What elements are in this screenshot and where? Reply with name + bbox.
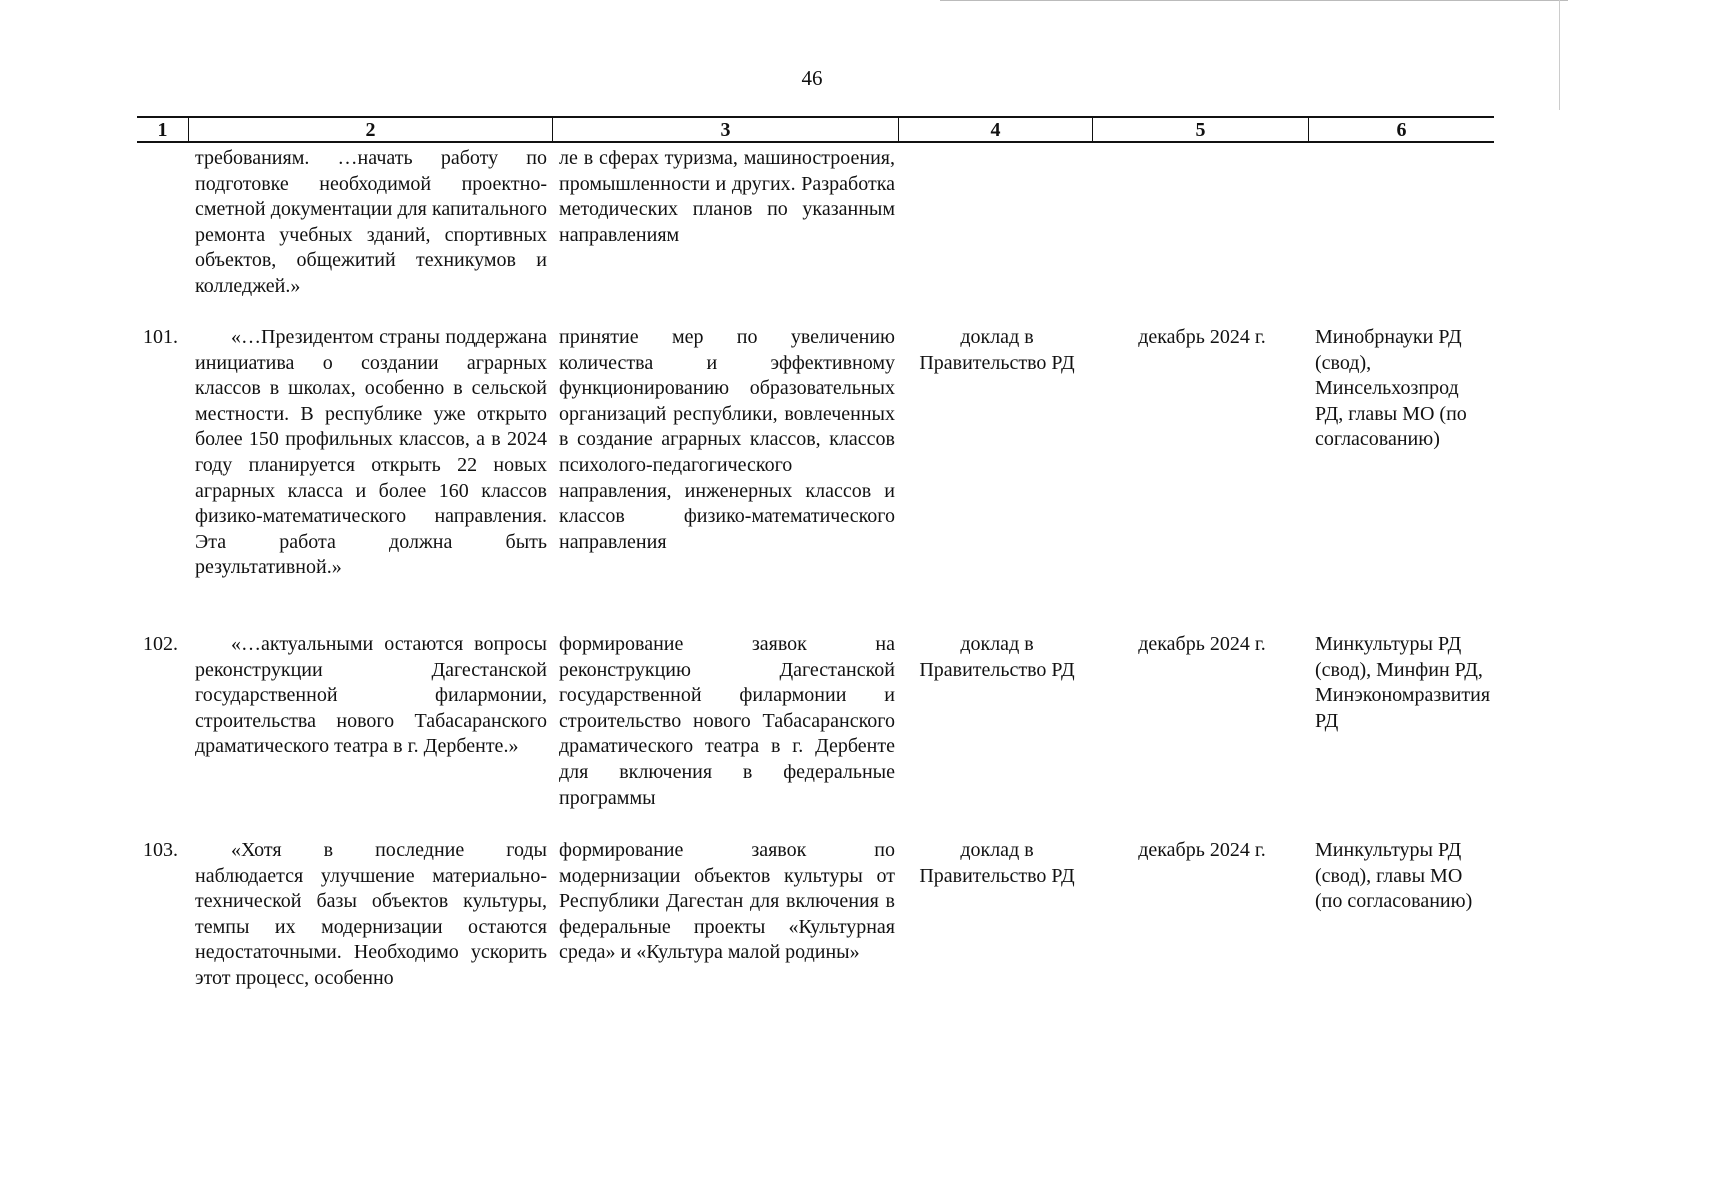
completion-form: доклад в Правительство РД bbox=[919, 633, 1075, 681]
responsible: Минкультуры РД (свод), Минфин РД, Минэкономразвития РД bbox=[1315, 633, 1491, 732]
completion-form: доклад в Правительство РД bbox=[919, 839, 1075, 887]
measure-text: формирование заявок на реконструкцию Дагестанской государственной филармонии и строительство нового Табасаранского драматического театра в г. Дербенте для включения в федеральные программы bbox=[559, 633, 895, 809]
page-number: 46 bbox=[801, 66, 823, 90]
deadline: декабрь 2024 г. bbox=[1138, 633, 1266, 655]
header-col-3: 3 bbox=[553, 118, 899, 141]
header-col-6: 6 bbox=[1396, 119, 1407, 141]
measure-text: формирование заявок по модернизации объектов культуры от Республики Дагестан для включения в федеральные проекты «Культурная среда» и «Культура малой родины» bbox=[559, 839, 895, 964]
measure-text: ле в сферах туризма, машиностроения, промышленности и других. Разработка методических планов по указанным направлениям bbox=[559, 147, 895, 246]
header-col-4: 4 bbox=[899, 118, 1093, 141]
quote-text: «…актуальными остаются вопросы реконструкции Дагестанской государственной филармонии, строительства нового Табасаранского драматического театра в г. Дербенте.» bbox=[195, 633, 547, 758]
deadline: декабрь 2024 г. bbox=[1138, 839, 1266, 861]
responsible: Минкультуры РД (свод), главы МО (по согласованию) bbox=[1315, 839, 1473, 913]
responsible: Минобрнауки РД (свод), Минсельхозпрод РД, главы МО (по согласованию) bbox=[1315, 326, 1467, 451]
top-edge-rule bbox=[940, 0, 1568, 1]
row-number: 102. bbox=[143, 633, 178, 655]
row-number: 101. bbox=[143, 326, 178, 348]
quote-text: «…Президентом страны поддержана инициатива о создании аграрных классов в школах, особенно в сельской местности. В республике уже открыто более 150 профильных классов, а в 2024 году планируется открыть 22 новых аграрных класса и более 160 классов физико-математического направления. Эта работа должна быть результативной.» bbox=[195, 326, 547, 579]
quote-text: требованиям. …начать работу по подготовке необходимой проектно-сметной документации для капитального ремонта учебных зданий, спортивных объектов, общежитий техникумов и колледжей.» bbox=[195, 147, 547, 297]
quote-text: «Хотя в последние годы наблюдается улучшение материально-технической базы объектов культуры, темпы их модернизации остаются недостаточными. Необходимо ускорить этот процесс, особенно bbox=[195, 839, 547, 989]
deadline: декабрь 2024 г. bbox=[1138, 326, 1266, 348]
header-col-2: 2 bbox=[189, 118, 553, 141]
row-number: 103. bbox=[143, 839, 178, 861]
completion-form: доклад в Правительство РД bbox=[919, 326, 1075, 374]
measure-text: принятие мер по увеличению количества и эффективному функционированию образовательных организаций республики, вовлеченных в создание аграрных классов, классов психолого-педагогического направления, инженерных классов и классов физико-математического направления bbox=[559, 326, 895, 553]
right-edge-rule bbox=[1559, 0, 1560, 110]
table-header bbox=[137, 116, 1494, 143]
header-col-5: 5 bbox=[1093, 118, 1309, 141]
header-col-1: 1 bbox=[137, 118, 189, 141]
